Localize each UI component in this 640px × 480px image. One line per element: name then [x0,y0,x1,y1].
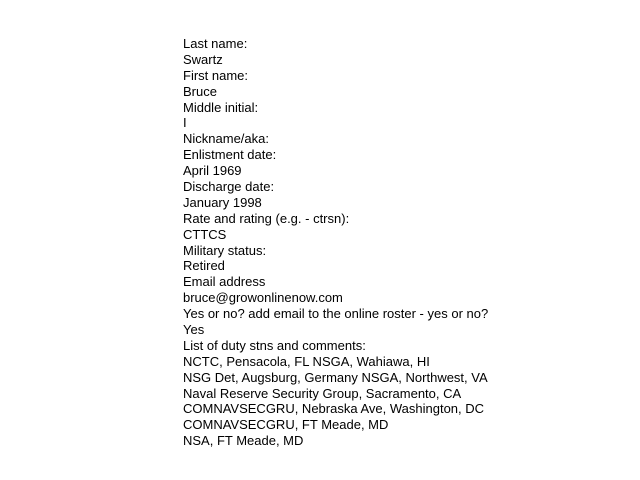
nickname-label: Nickname/aka: [183,131,269,147]
last-name-label: Last name: [183,36,248,51]
duty-station-item: NSG Det, Augsburg, Germany NSGA, Northwest, VA [183,369,488,385]
member-record [183,36,623,449]
enlistment-date-value: April 1969 [183,163,242,179]
roster-question-value: Yes [183,322,205,338]
duty-stations-label: List of duty stns and comments: [183,337,366,353]
military-status-value: Retired [183,258,225,274]
discharge-date-value: January 1998 [183,194,262,210]
military-status-label: Military status: [183,242,267,258]
last-name-value: Swartz [183,51,223,67]
email-label: Email address [183,274,266,290]
first-name-label: First name: [183,67,249,83]
middle-initial-label: Middle initial: [183,99,259,115]
discharge-date-label: Discharge date: [183,179,275,195]
rate-rating-value: CTTCS [183,226,227,242]
enlistment-date-label: Enlistment date: [183,147,277,163]
duty-station-item: COMNAVSECGRU, Nebraska Ave, Washington, DC [183,401,485,417]
email-value: bruce@growonlinenow.com [183,290,343,306]
duty-station-item: COMNAVSECGRU, FT Meade, MD [183,417,389,433]
middle-initial-value: I [183,115,187,131]
duty-station-item: Naval Reserve Security Group, Sacramento, CA [183,385,462,401]
duty-station-item: NCTC, Pensacola, FL NSGA, Wahiawa, HI [183,353,430,369]
rate-rating-label: Rate and rating (e.g. - ctrsn): [183,210,350,226]
duty-station-item: NSA, FT Meade, MD [183,433,304,449]
roster-question-label: Yes or no? add email to the online roster - yes or no? [183,306,489,322]
first-name-value: Bruce [183,83,217,99]
